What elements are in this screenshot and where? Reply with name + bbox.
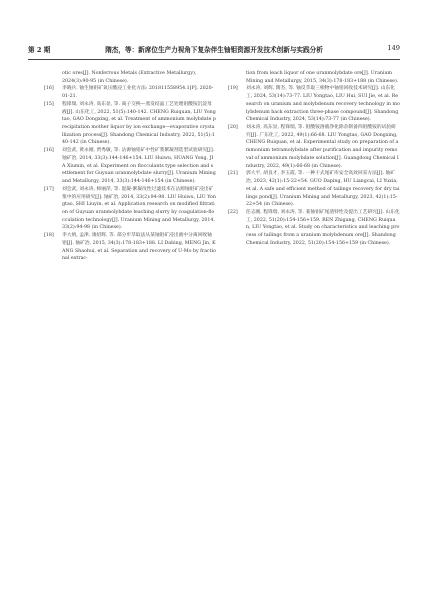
reference-number: [18] xyxy=(44,233,54,239)
reference-number: [21] xyxy=(228,171,238,177)
right-column xyxy=(228,70,400,248)
header-rule xyxy=(28,59,400,60)
reference-text: 李大炳, 孟津, 康绍辉, 等. 部分步萃取法从某铀钼矿浸出液中分离回收铀钼[J]. 铀矿冶, 2015, 34(3):178-183+188. LI Dabing, MENG Jin, KANG Shaohui, et al. Separation and recovery of U-Mo by fractional extrac- xyxy=(62,233,216,262)
reference-item xyxy=(228,209,400,248)
reference-number: [19] xyxy=(228,86,238,92)
reference-item xyxy=(228,124,400,170)
page-number: 149 xyxy=(387,44,400,52)
reference-number: [16] xyxy=(44,148,54,154)
reference-item xyxy=(44,101,216,147)
running-title: 隋杰，等：新席位生产力视角下复杂伴生铀钼资源开发技术创新与实践分析 xyxy=(105,46,323,54)
reference-text: 李晓兵. 铀生铀钼矿氧压酸浸工业化方法: 201811558954.1[P]. 2020-01-21. xyxy=(62,86,214,100)
reference-number: [17] xyxy=(44,186,54,192)
issue-number: 第 2 期 xyxy=(28,46,51,54)
reference-text: 任志刚, 程锋瑞, 刘永涛, 等. 某铀钼矿尾渣特性及提出工艺研究[J]. 山东化工, 2022, 51(20):154-156+159. REN Zhigang, CHENG Ruiquan, LIU Yongtao, et al. Study on characteristics and leaching process of tailings from a uranium molybdenum ore[J]. Shandong Chemical Industry, 2022, 51(20):154-156+159 (in Chinese). xyxy=(246,209,400,246)
reference-text: 刘会武, 黄永刚, 贾秀敏, 等. 沾源铀钼矿中性矿浆絮凝剂选型试验研究[J]. 铀矿冶, 2014, 33(3):144-146+154. LIU Huiwu, HUANG Yong, JIA Xiumin, et al. Experiment on flocculants type selection and settlement for Guyuan uranmolybdate slurry[J]. Uranium Mining and Metallurgy, 2014, 33(3):144-146+154 (in Chinese). xyxy=(62,148,216,185)
reference-number: [16] xyxy=(44,86,54,92)
reference-number: [20] xyxy=(228,125,238,131)
reference-text: 郭大平, 胡良才, 李玉霞, 等. 一种干式尾矿库安全高效回采方法[J]. 铀矿冶, 2023, 42(1):15-22+54. GUO Daping, HU Liangcai, LI Yuxia, et al. A safe and efficient method of tailings recovery for dry tailings pond[J]. Uranium Mining and Metallurgy, 2023, 42(1):15-22+54 (in Chinese). xyxy=(246,171,400,208)
running-header xyxy=(28,44,400,58)
reference-continuation: otic ores[J]. Nonferrous Metals (Extractive Metallurgy), 2024(3):90-95 (in Chinese). xyxy=(62,71,197,84)
reference-continuation: tion from leach liquor of one uranmolybdate ore[J]. Uranium Mining and Metallurgy, 2015, 34(3):178-183+188 (in Chinese). xyxy=(246,71,399,84)
reference-text: 刘会武, 刘永涛, 师丽萍, 等. 混凝-絮凝改性过滤技术在沾源铀钼矿浸出矿浆中的应用研究[J]. 铀矿冶, 2014, 33(2):94-98. LIU Huiwu, LIU Yongtao, SHI Liuyin, et al. Application research on modified filtration of Guyuan uranmolybdate leaching slurry by coagulation-flocculation technology[J]. Uranium Mining and Metallurgy, 2014, 33(2):94-98 (in Chinese). xyxy=(62,186,216,231)
reference-text: 程锋瑞, 刘永涛, 高东显, 等. 离子交换—蒸发结晶工艺处理钼酸铵沉淀母液[J]. 山东化工, 2022, 51(5):140-142. CHENG Ruiquan, LIU Yongtao, GAO Dongxing, et al. Treatment of ammonium molybdate precipitation mother liquor by ion exchange—evaporative crystallization process[J]. Shandong Chemical Industry, 2022, 51(5):140-142 (in Chinese). xyxy=(62,101,216,146)
reference-number: [15] xyxy=(44,101,54,107)
reference-text: 刘永涛, 刘辉, 隋杰, 等. 铀反萃取三相物中铀钼回收技术研究[J]. 山东化工, 2024, 53(14):73-77. LIU Yongtao, LIU Hui, SUI Jie, et al. Research on uranium and molybdenum recovery technology in molybdenum back extraction three-phase compound[J]. Shandong Chemical Industry, 2024, 53(14):73-77 (in Chinese). xyxy=(246,86,400,123)
reference-item xyxy=(44,85,216,100)
left-column xyxy=(44,70,216,263)
reference-text: 刘永涛, 高东显, 程锋瑞, 等. 钼酸铵溶液净化除杂制备四钼酸铵的试验研究[J]. 广东化工, 2022, 49(1):66-68. LIU Yongtao, GAO Dongxing, CHENG Ruiquan, et al. Experimental study on preparation of ammonium tetramolybdate after purification and impurity removal of ammonium molybdate solution[J]. Guangdong Chemical Industry, 2022, 49(1):66-68 (in Chinese). xyxy=(246,125,399,169)
reference-item xyxy=(44,147,216,186)
reference-item xyxy=(228,170,400,209)
reference-item xyxy=(44,232,216,263)
reference-number: [22] xyxy=(228,209,238,215)
reference-item xyxy=(44,186,216,232)
reference-item xyxy=(228,85,400,124)
